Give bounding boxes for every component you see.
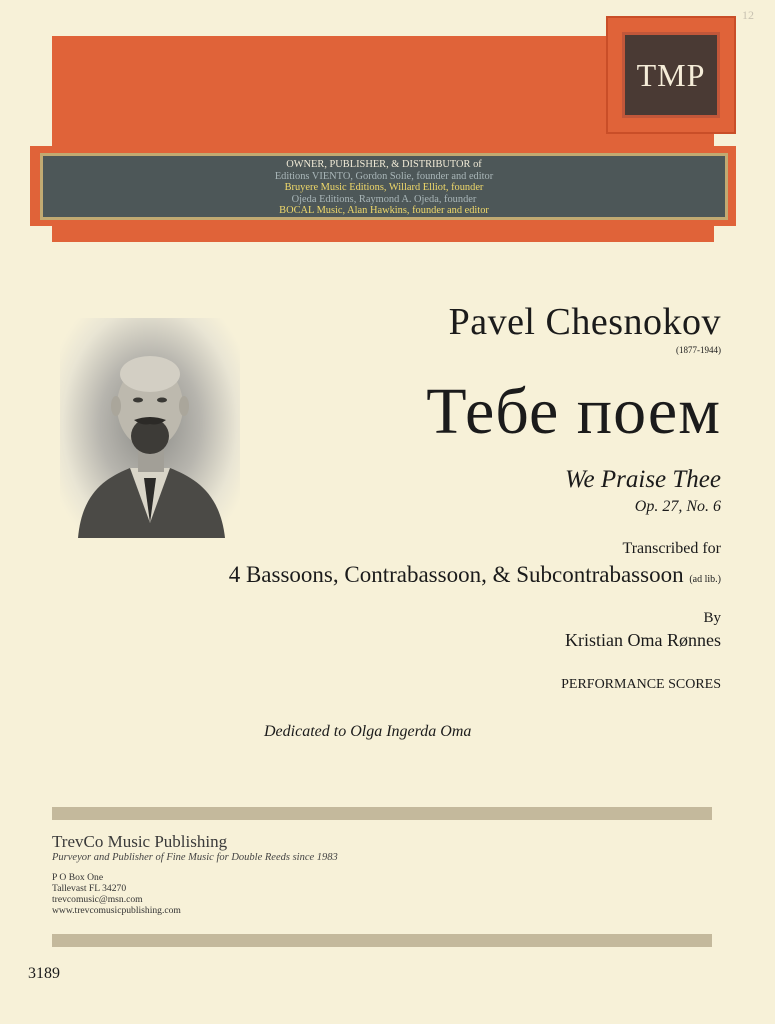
corner-handwritten-mark: 12 [742,8,754,22]
dedication: Dedicated to Olga Ingerda Oma [264,723,472,740]
address-line: Tallevast FL 34270 [52,883,127,894]
by-label: By [703,610,721,626]
owner-title: OWNER, PUBLISHER, & DISTRIBUTOR of [286,159,482,170]
work-title-english: We Praise Thee [565,466,721,493]
ad-lib-note: (ad lib.) [689,574,721,585]
owner-line-ojeda: Ojeda Editions, Raymond A. Ojeda, founder [291,193,477,205]
composer-portrait-illustration [60,318,240,538]
footer-rule-bottom [52,934,712,947]
instrument-list: 4 Bassoons, Contrabassoon, & Subcontrabassoon [228,562,684,587]
publisher-tagline: Purveyor and Publisher of Fine Music for Double Reeds since 1983 [52,852,338,863]
publisher-name: TrevCo Music Publishing [52,832,228,851]
work-title-russian: Тебе поем [426,375,721,448]
owner-line-bruyere: Bruyere Music Editions, Willard Elliot, founder [284,182,484,194]
publisher-website: www.trevcomusicpublishing.com [52,905,181,916]
footer-rule-top [52,807,712,820]
composer-dates: (1877-1944) [676,345,721,355]
owner-line-bocal: BOCAL Music, Alan Hawkins, founder and editor [279,205,489,217]
catalog-number: 3189 [28,965,60,982]
composer-portrait [60,318,240,538]
arranger-name: Kristian Oma Rønnes [565,630,721,650]
owner-publisher-box [40,153,728,220]
address-line: P O Box One [52,872,104,883]
opus-number: Op. 27, No. 6 [634,498,721,515]
owner-line-viento: Editions VIENTO, Gordon Solie, founder and editor [274,170,494,182]
composer-name: Pavel Chesnokov [448,301,721,343]
transcribed-label: Transcribed for [622,540,721,557]
publisher-address [52,872,181,916]
publisher-email: trevcomusic@msn.com [52,894,143,905]
instrumentation [229,562,721,588]
tmp-badge: TMP [622,32,720,118]
edition-type: PERFORMANCE SCORES [561,677,721,692]
